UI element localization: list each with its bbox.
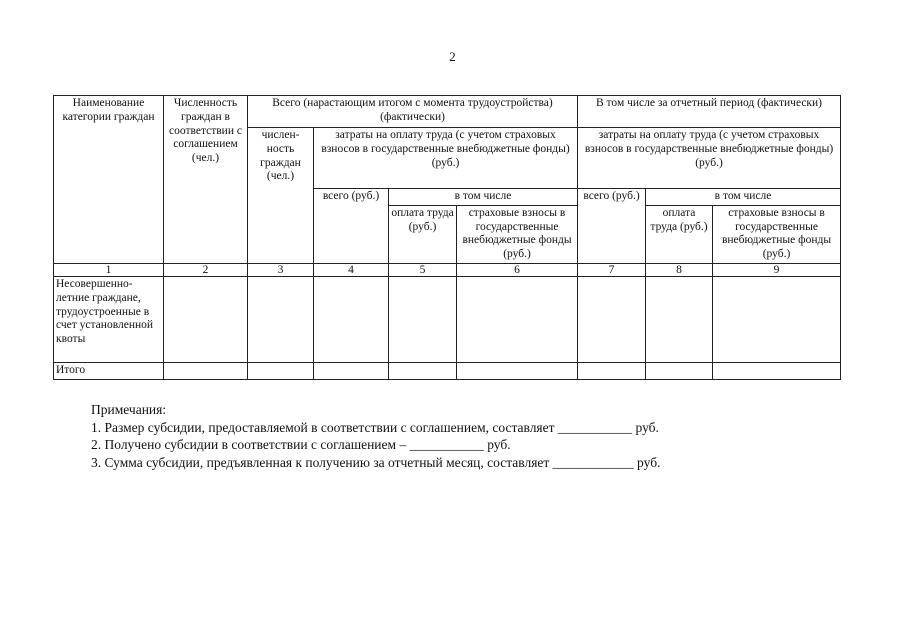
column-number: 5 — [389, 263, 457, 276]
table-cell — [248, 362, 314, 379]
page-number: 2 — [449, 49, 456, 64]
row-label-total: Итого — [54, 362, 164, 379]
header-period-group: В том числе за отчетный период (фактически) — [578, 96, 841, 128]
table-cell — [578, 362, 646, 379]
note-subsidy-claimed: 3. Сумма субсидии, предъявленная к получению за отчетный месяц, составляет ____________ руб. — [91, 454, 661, 470]
note-subsidy-received: 2. Получено субсидии в соответствии с соглашением – ___________ руб. — [91, 437, 511, 452]
header-wages-period: оплата труда (руб.) — [646, 205, 713, 263]
table-cell — [457, 362, 578, 379]
note-subsidy-size: 1. Размер субсидии, предоставляемой в соответствии с соглашением, составляет ___________ руб. — [91, 419, 659, 435]
column-number: 2 — [164, 263, 248, 276]
header-labor-costs-period: затраты на оплату труда (с учетом страховых взносов в государственные внебюджетные фонды) (руб.) — [578, 128, 841, 189]
column-number-row — [54, 263, 841, 276]
table-cell — [646, 276, 713, 362]
column-number: 1 — [54, 263, 164, 276]
header-count-agreement: Численность граждан в соответствии с соглашением (чел.) — [164, 96, 248, 264]
table-cell — [389, 276, 457, 362]
column-number: 6 — [457, 263, 578, 276]
header-including-period: в том числе — [646, 189, 841, 206]
table-cell — [314, 362, 389, 379]
header-labor-costs-total: затраты на оплату труда (с учетом страховых взносов в государственные внебюджетные фонды) (руб.) — [314, 128, 578, 189]
header-all-rub-total: всего (руб.) — [314, 189, 389, 264]
table-cell — [314, 276, 389, 362]
column-number: 8 — [646, 263, 713, 276]
table-cell — [389, 362, 457, 379]
header-total-group: Всего (нарастающим итогом с момента трудоустройства) (фактически) — [248, 96, 578, 128]
subsidy-report-table — [53, 95, 841, 380]
table-cell — [578, 276, 646, 362]
table-row — [54, 276, 841, 362]
header-insurance-period: страховые взносы в государственные внебюджетные фонды (руб.) — [713, 205, 841, 263]
notes-title: Примечания: — [91, 402, 167, 417]
header-all-rub-period: всего (руб.) — [578, 189, 646, 264]
table-cell — [457, 276, 578, 362]
table-cell — [164, 276, 248, 362]
table-cell — [713, 276, 841, 362]
header-count: числен-ность граждан (чел.) — [248, 128, 314, 264]
column-number: 9 — [713, 263, 841, 276]
header-insurance-total: страховые взносы в государственные внебюджетные фонды (руб.) — [457, 205, 578, 263]
table-cell — [713, 362, 841, 379]
column-number: 3 — [248, 263, 314, 276]
header-wages-total: оплата труда (руб.) — [389, 205, 457, 263]
table-cell — [646, 362, 713, 379]
table-cell — [164, 362, 248, 379]
table-row — [54, 362, 841, 379]
column-number: 7 — [578, 263, 646, 276]
row-label-minors: Несовершенно-летние граждане, трудоустроенные в счет установленной квоты — [54, 276, 164, 362]
header-category: Наименование категории граждан — [54, 96, 164, 264]
header-including-total: в том числе — [389, 189, 578, 206]
column-number: 4 — [314, 263, 389, 276]
table-cell — [248, 276, 314, 362]
notes-section — [91, 401, 660, 471]
